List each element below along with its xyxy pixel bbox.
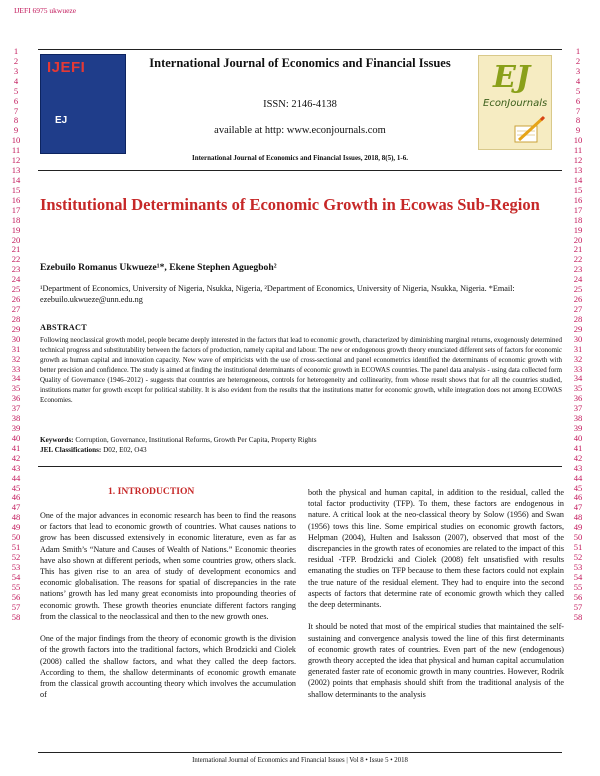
line-number: 41 — [573, 442, 583, 453]
line-number: 8 — [575, 115, 581, 126]
line-number: 4 — [13, 75, 19, 86]
line-number: 20 — [573, 234, 583, 245]
paper-title: Institutional Determinants of Economic Growth in Ecowas Sub-Region — [40, 195, 540, 214]
line-number: 9 — [575, 125, 581, 136]
line-number: 5 — [575, 85, 581, 96]
line-number: 45 — [11, 482, 21, 493]
line-number: 42 — [573, 452, 583, 463]
line-number: 27 — [11, 303, 21, 314]
line-number: 20 — [11, 234, 21, 245]
line-number: 53 — [11, 561, 21, 572]
line-number: 21 — [11, 244, 21, 255]
line-number: 4 — [575, 75, 581, 86]
line-number: 49 — [573, 522, 583, 533]
citation-line: International Journal of Economics and Financial Issues, 2018, 8(5), 1-6. — [191, 154, 409, 162]
line-number: 34 — [573, 373, 583, 384]
section-heading-introduction: 1. INTRODUCTION — [108, 486, 195, 497]
line-number: 17 — [11, 204, 21, 215]
line-number: 15 — [573, 184, 583, 195]
line-number: 26 — [11, 294, 21, 305]
line-number: 51 — [573, 542, 583, 553]
line-number: 25 — [11, 284, 21, 295]
line-number: 5 — [13, 85, 19, 96]
line-number: 47 — [11, 502, 21, 513]
line-number: 39 — [573, 423, 583, 434]
line-number: 34 — [11, 373, 21, 384]
line-number: 56 — [573, 591, 583, 602]
ej-logo-letters: EJ — [493, 60, 531, 95]
line-number: 13 — [11, 165, 21, 176]
journal-title: International Journal of Economics and Financial Issues — [149, 56, 451, 70]
line-number: 16 — [573, 194, 583, 205]
line-number: 46 — [11, 492, 21, 503]
line-number: 47 — [573, 502, 583, 513]
ej-logo-name: EconJournals — [483, 98, 548, 109]
line-number: 7 — [575, 105, 581, 116]
line-number: 48 — [573, 512, 583, 523]
line-number: 1 — [575, 46, 581, 56]
paragraph: It should be noted that most of the empirical studies that maintained the self-sustaining and convergence analysis towed the line of this first determinants of economic growth rates of countries. Even part of the new (endogenous) growth theory accepted the idea that physical and human capital accumulation generated faster rate of economic growth in many countries. However, Rodrik (2002) points that emphasis should shift from the traditional analysis of the shallow determinants to the analysis — [308, 622, 564, 699]
line-number: 31 — [573, 343, 583, 354]
line-number: 27 — [573, 303, 583, 314]
line-number: 21 — [573, 244, 583, 255]
line-number: 18 — [573, 214, 583, 225]
line-number: 43 — [573, 462, 583, 473]
affiliation: ¹Department of Economics, University of Nigeria, Nsukka, Nigeria, ²Department of Economics, University of Nigeria, Nsukka, Nigeria. *Email: ezebuilo.ukwueze@unn.edu.ng — [40, 284, 515, 304]
line-number: 12 — [11, 155, 21, 166]
line-number: 54 — [573, 571, 583, 582]
line-number: 54 — [11, 571, 21, 582]
line-number: 17 — [573, 204, 583, 215]
text-column-left — [40, 510, 296, 712]
line-number: 3 — [13, 65, 19, 76]
line-number: 6 — [13, 95, 19, 106]
line-number: 40 — [11, 432, 21, 443]
header-rule-bottom — [38, 170, 562, 171]
line-number: 28 — [11, 313, 21, 324]
line-number: 29 — [573, 323, 583, 334]
line-number: 49 — [11, 522, 21, 533]
line-number: 37 — [11, 403, 21, 414]
line-number: 7 — [13, 105, 19, 116]
paragraph: both the physical and human capital, in addition to the residual, called the total factor productivity (TFP). To them, these factors are endogenous in nature. A critical look at the neo-classical theory by Solow (1956) and Swan (1956) tows this line. Some empirical studies on economic growth factors, Helpman (2004), Hulten and Isaksson (2007), observed that most of the discrepancies in the growth rates of economies are related to the impact of this residual -TFP. Brodzicki and Ciolek (2008) felt unsatisfied with results emanating the studies on TFP because to them these factors could not explain the true nature of the residual element. They had to enquire into the second aspects of factors that determine rate of economic growth which they called the deep determinants. — [308, 488, 564, 610]
line-number: 15 — [11, 184, 21, 195]
line-number: 25 — [573, 284, 583, 295]
line-numbers-right — [570, 47, 586, 622]
abstract-text: Following neoclassical growth model, people became deeply interested in the factors that lead to economic growth, characterized by diminishing marginal returns, exogenously determined technical progress and substitutability between the factors of production, namely capital and labour. The new or endogenous growth theory enunciated different sets of factors for economic growth as human capital and innovation capacity. New wave of empiricists with the use of cross-sectional and panel econometrics identified the determinants of economic growth with better precision and confidence. The study is aimed at finding the institutional determinants of economic growth in ECOWAS countries. The panel data analysis - using data collected form Quality of Governance (1946–2012) - suggests that countries are heterogeneous, controls for heterogeneity and collinearity, from whose result shows that for all the countries studied, institutions matter for growth except for political stability. It is also evident from the results that the institutions matter for economic growth, while integration does not among ECOWAS Economies. — [40, 336, 562, 404]
line-number: 8 — [13, 115, 19, 126]
ijefi-logo-band — [47, 81, 119, 95]
line-number: 39 — [11, 423, 21, 434]
line-number: 22 — [573, 254, 583, 265]
line-number: 29 — [11, 323, 21, 334]
line-number: 11 — [11, 145, 21, 156]
line-number: 3 — [575, 65, 581, 76]
line-number: 10 — [11, 135, 21, 146]
paragraph: One of the major advances in economic research has been to find the reasons or factors that lead to economic growth of countries. What causes nations to grow has been discussed extensively in economic literature, even as far as Adam Smith’s “Nature and Causes of Wealth of Nations.” Economic theories have also shown at different periods, when some countries grow, others slack. This has given rise to an area of study of development economics and economic globalisation. The reasons for spatial of discrepancies in the rate nations’ growth has led many great economists into propounding theories of economic growth. These growth theories enunciate different factors ranging from the classical to the neoclassical and then to the new growth ones. — [40, 511, 296, 621]
line-number: 24 — [573, 274, 583, 285]
ijefi-logo-title: IJEFI — [47, 59, 86, 76]
line-number: 57 — [11, 601, 21, 612]
line-number: 28 — [573, 313, 583, 324]
line-number: 24 — [11, 274, 21, 285]
line-number: 9 — [13, 125, 19, 136]
line-number: 11 — [573, 145, 583, 156]
abstract-rule — [38, 466, 562, 467]
line-number: 12 — [573, 155, 583, 166]
line-number: 55 — [11, 581, 21, 592]
line-number: 56 — [11, 591, 21, 602]
line-number: 43 — [11, 462, 21, 473]
page-footer: International Journal of Economics and Financial Issues | Vol 8 • Issue 5 • 2018 — [192, 757, 408, 764]
line-number: 52 — [573, 552, 583, 563]
line-number: 10 — [573, 135, 583, 146]
line-number: 2 — [575, 55, 581, 66]
line-number: 18 — [11, 214, 21, 225]
issn: ISSN: 2146-4138 — [263, 99, 337, 110]
line-number: 22 — [11, 254, 21, 265]
line-number: 14 — [11, 174, 21, 185]
line-number: 1 — [13, 46, 19, 56]
line-number: 14 — [573, 174, 583, 185]
line-number: 32 — [11, 353, 21, 364]
line-number: 40 — [573, 432, 583, 443]
econjournals-logo — [478, 55, 552, 150]
line-number: 36 — [11, 393, 21, 404]
line-number: 52 — [11, 552, 21, 563]
line-number: 55 — [573, 581, 583, 592]
line-number: 26 — [573, 294, 583, 305]
line-number: 51 — [11, 542, 21, 553]
paragraph: One of the major findings from the theory of economic growth is the division of the growth factors into the traditional factors, which Brodzicki and Ciolek (2008) called the shallow factors, and what they called the deep factors. According to them, the shallow determinants of economic growth emanate from the classical growth accounting theory which involves the accumulation of — [40, 634, 296, 700]
authors: Ezebuilo Romanus Ukwueze¹*, Ekene Stephen Aguegboh² — [40, 262, 277, 273]
line-number: 33 — [11, 363, 21, 374]
line-number: 45 — [573, 482, 583, 493]
line-number: 38 — [11, 413, 21, 424]
line-number: 36 — [573, 393, 583, 404]
jel-label: JEL Classifications: — [40, 445, 102, 454]
line-number: 30 — [11, 333, 21, 344]
line-number: 48 — [11, 512, 21, 523]
line-number: 44 — [11, 472, 21, 483]
text-column-right — [308, 487, 564, 711]
line-number: 6 — [575, 95, 581, 106]
top-note: IJEFI 6975 ukwueze — [14, 6, 77, 15]
line-number: 50 — [11, 532, 21, 543]
abstract-heading: ABSTRACT — [40, 323, 87, 332]
ijefi-logo — [40, 54, 126, 154]
line-number: 53 — [573, 561, 583, 572]
line-number: 58 — [573, 611, 583, 622]
line-number: 33 — [573, 363, 583, 374]
line-number: 37 — [573, 403, 583, 414]
line-number: 19 — [11, 224, 21, 235]
line-number: 13 — [573, 165, 583, 176]
line-number: 46 — [573, 492, 583, 503]
line-number: 23 — [573, 264, 583, 275]
line-number: 38 — [573, 413, 583, 424]
line-number: 2 — [13, 55, 19, 66]
line-number: 16 — [11, 194, 21, 205]
line-number: 19 — [573, 224, 583, 235]
ijefi-logo-ej: EJ — [55, 115, 68, 126]
jel-value: D02, E02, O43 — [101, 445, 147, 454]
line-number: 44 — [573, 472, 583, 483]
pencil-notebook-icon — [513, 114, 547, 146]
line-number: 32 — [573, 353, 583, 364]
line-number: 42 — [11, 452, 21, 463]
header-rule-top — [38, 49, 562, 50]
line-number: 35 — [573, 383, 583, 394]
line-number: 58 — [11, 611, 21, 622]
availability-line: available at http: www.econjournals.com — [214, 125, 386, 136]
keywords-block — [40, 436, 562, 456]
line-number: 23 — [11, 264, 21, 275]
line-number: 50 — [573, 532, 583, 543]
line-number: 31 — [11, 343, 21, 354]
line-number: 57 — [573, 601, 583, 612]
footer-rule — [38, 752, 562, 753]
line-number: 35 — [11, 383, 21, 394]
line-number: 41 — [11, 442, 21, 453]
line-numbers-left — [8, 47, 24, 622]
line-number: 30 — [573, 333, 583, 344]
keywords-value: Corruption, Governance, Institutional Reforms, Growth Per Capita, Property Rights — [73, 436, 317, 444]
keywords-label: Keywords: — [40, 436, 74, 444]
